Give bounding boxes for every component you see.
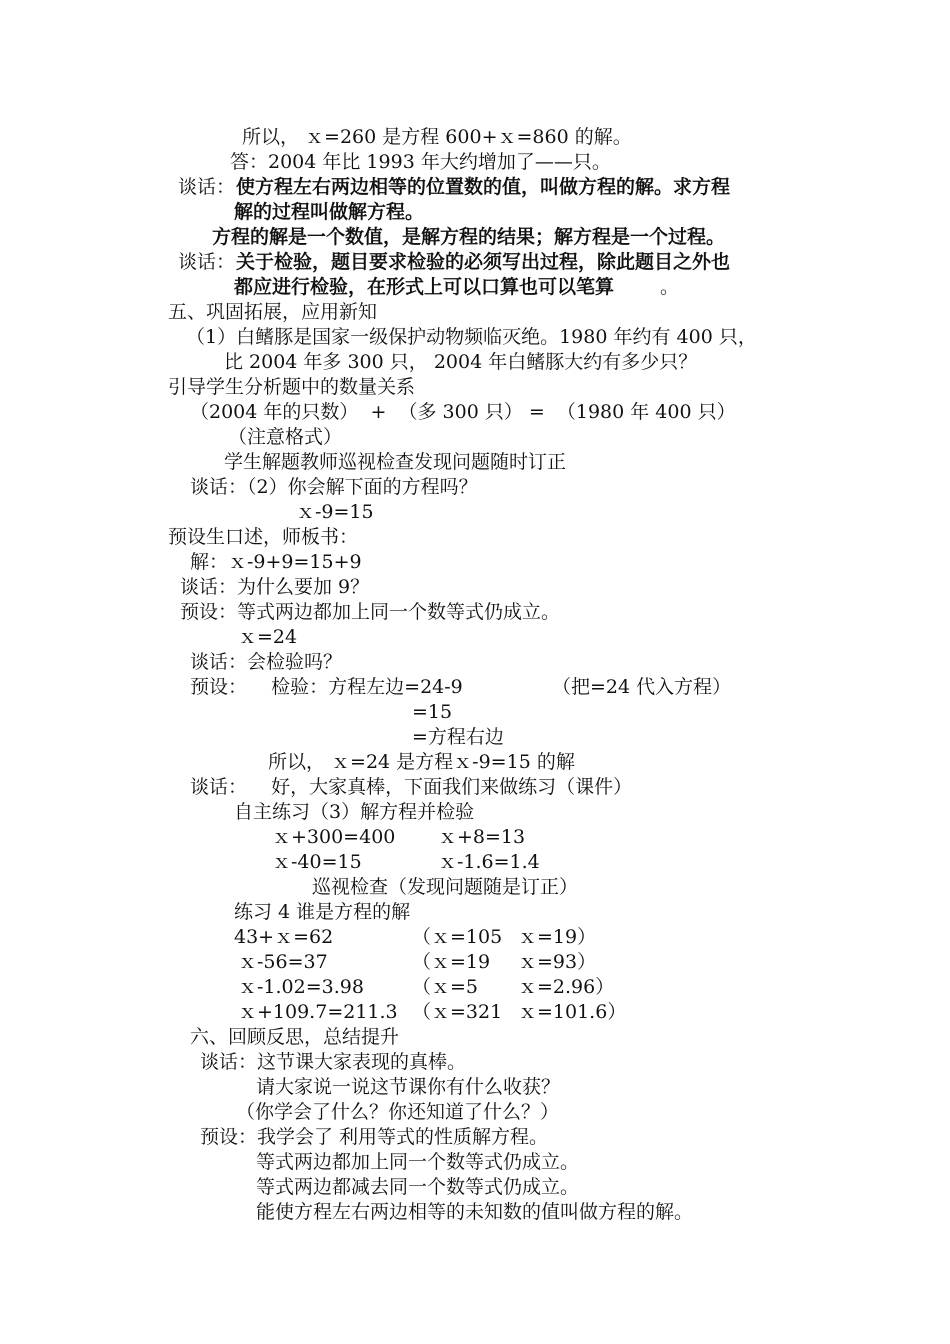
equation: =15	[412, 701, 453, 723]
text-line: 答：2004 年比 1993 年大约增加了——只。	[230, 151, 611, 173]
text-line-bold: 使方程左右两边相等的位置数的值，叫做方程的解。求方程	[236, 176, 731, 198]
text-line: （2004 年的只数） + （多 300 只） = （1980 年 400 只）	[190, 401, 736, 423]
option: （ｘ=5	[412, 976, 479, 998]
text-line: 预设：我学会了 利用等式的性质解方程。	[200, 1126, 549, 1148]
option: （ｘ=105	[412, 926, 503, 948]
section-heading: 六、回顾反思，总结提升	[190, 1026, 400, 1048]
text-line: 预设： 检验：方程左边=24-9	[190, 676, 463, 698]
text-line: 等式两边都减去同一个数等式仍成立。	[256, 1176, 580, 1198]
option: ｘ=2.96）	[518, 976, 615, 998]
equation: ｘ-9=15	[296, 501, 374, 523]
text-line-bold: 解的过程叫做解方程。	[234, 201, 425, 223]
text-line: （1）白鳍豚是国家一级保护动物频临灭绝。1980 年约有 400 只，	[186, 326, 757, 348]
text-line: 谈话：（2）你会解下面的方程吗？	[190, 476, 478, 498]
text-line: 比 2004 年多 300 只， 2004 年白鳍豚大约有多少只？	[224, 351, 698, 373]
text-line-bold: 方程的解是一个数值，是解方程的结果；解方程是一个过程。	[212, 226, 726, 248]
text-line: 学生解题教师巡视检查发现问题随时订正	[224, 451, 567, 473]
text-line: 等式两边都加上同一个数等式仍成立。	[256, 1151, 580, 1173]
option: ｘ=101.6）	[518, 1001, 627, 1023]
equation: =方程右边	[412, 726, 504, 748]
option: ｘ=19）	[518, 926, 597, 948]
text-line: 请大家说一说这节课你有什么收获？	[256, 1076, 561, 1098]
equation: ｘ+8=13	[438, 826, 526, 848]
text-line: 巡视检查（发现问题随是订正）	[312, 876, 579, 898]
equation: ｘ-40=15	[272, 851, 362, 873]
text-line: 解：ｘ-9+9=15+9	[190, 551, 362, 573]
equation: ｘ-1.02=3.98	[238, 976, 364, 998]
text-line: （注意格式）	[228, 426, 343, 448]
text-line: 谈话：会检验吗？	[190, 651, 343, 673]
text-line: （把=24 代入方程）	[552, 676, 732, 698]
text-line: 能使方程左右两边相等的未知数的值叫做方程的解。	[256, 1201, 694, 1223]
text-line: 谈话：为什么要加 9？	[180, 576, 370, 598]
text-line: 练习 4 谁是方程的解	[234, 901, 411, 923]
text-line-bold: 都应进行检验，在形式上可以口算也可以笔算	[234, 276, 615, 298]
text-line: 所以， ｘ=260 是方程 600+ｘ=860 的解。	[242, 126, 632, 148]
text-line: （你学会了什么？你还知道了什么？）	[236, 1101, 560, 1123]
equation: ｘ=24	[238, 626, 298, 648]
option: ｘ=93）	[518, 951, 597, 973]
text-line: 谈话：	[178, 176, 236, 198]
text-line: 预设：等式两边都加上同一个数等式仍成立。	[180, 601, 561, 623]
text-line-bold: 关于检验，题目要求检验的必须写出过程，除此题目之外也	[236, 251, 731, 273]
equation: ｘ+300=400	[272, 826, 396, 848]
option: （ｘ=321	[412, 1001, 503, 1023]
text-line: 谈话： 好，大家真棒，下面我们来做练习（课件）	[190, 776, 633, 798]
text-line: 。	[660, 276, 680, 298]
equation: ｘ-1.6=1.4	[438, 851, 540, 873]
text-line: 所以， ｘ=24 是方程ｘ-9=15 的解	[268, 751, 575, 773]
equation: ｘ-56=37	[238, 951, 328, 973]
equation: ｘ+109.7=211.3	[238, 1001, 398, 1023]
text-line: 自主练习（3）解方程并检验	[234, 801, 475, 823]
text-line: 谈话：这节课大家表现的真棒。	[200, 1051, 467, 1073]
text-line: 谈话：	[178, 251, 236, 273]
equation: 43+ｘ=62	[234, 926, 334, 948]
option: （ｘ=19	[412, 951, 491, 973]
text-line: 预设生口述，师板书：	[168, 526, 359, 548]
text-line: 引导学生分析题中的数量关系	[168, 376, 416, 398]
section-heading: 五、巩固拓展，应用新知	[168, 301, 378, 323]
